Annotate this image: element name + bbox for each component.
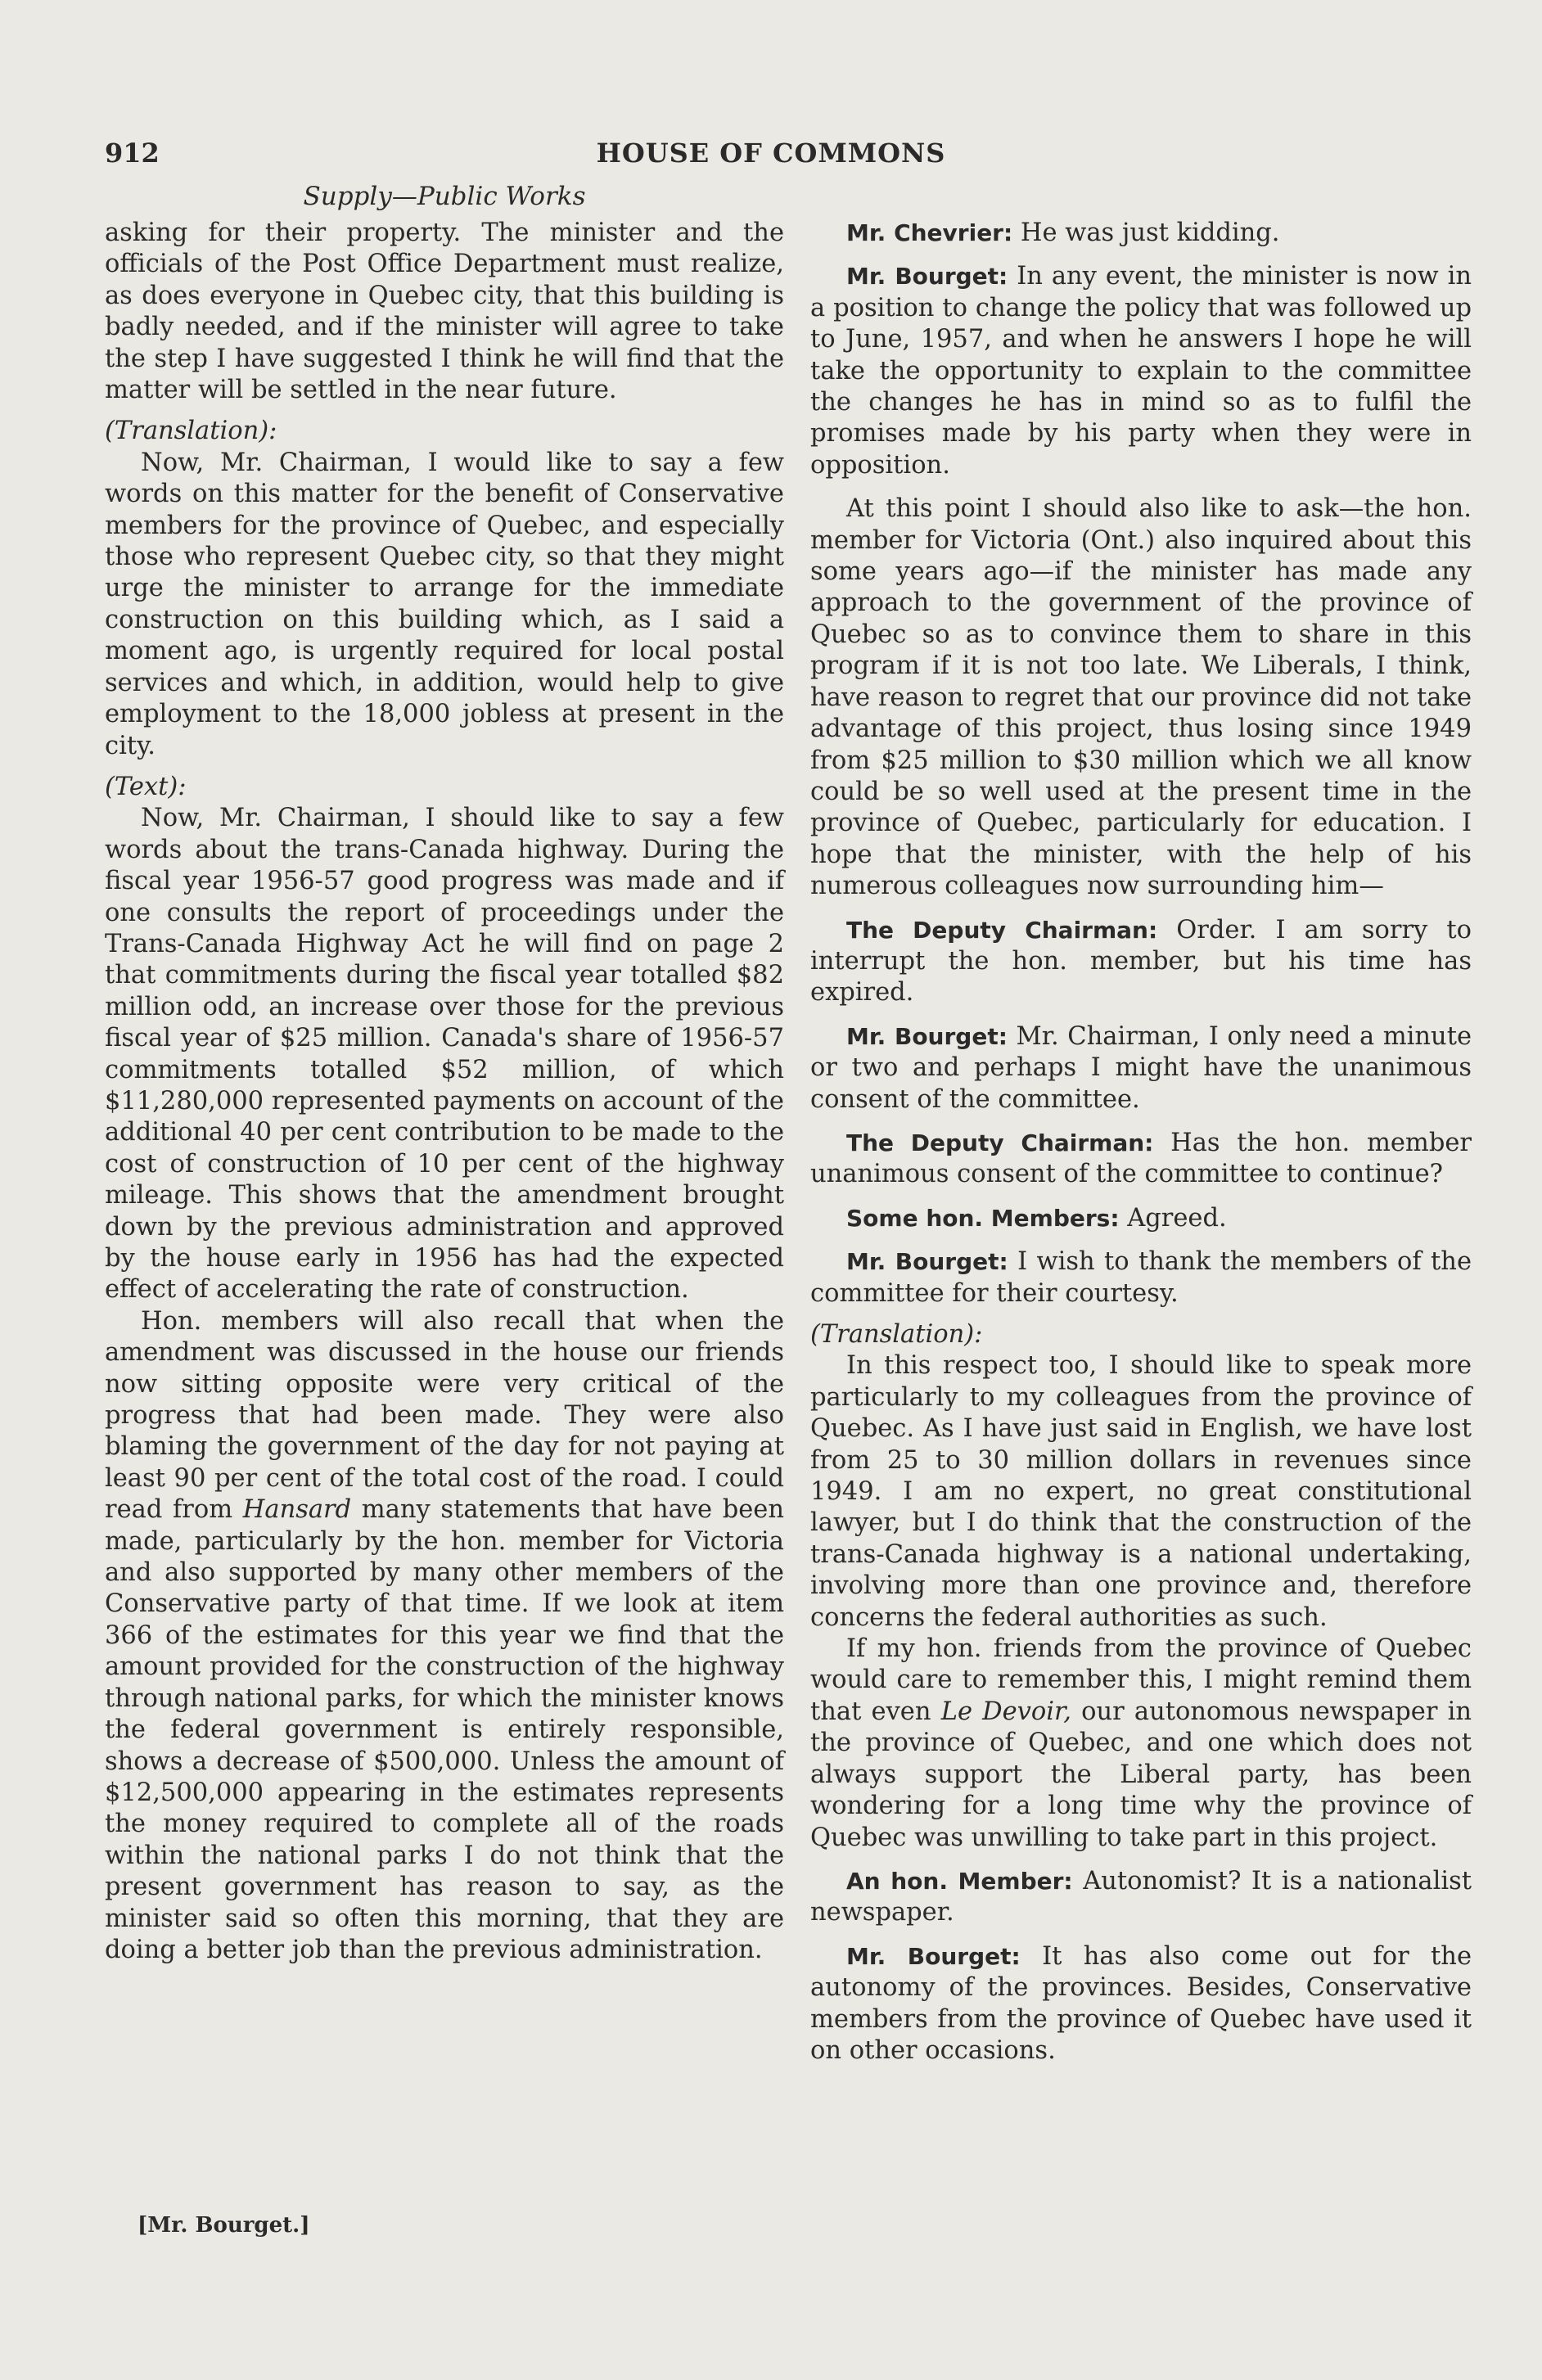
speech bbox=[810, 218, 1472, 249]
paragraph bbox=[105, 1306, 784, 1967]
paragraph: In this respect too, I should like to speak more particularly to my colleagues from the province of Quebec. As I have just said in English, we have lost from 25 to 30 million dollars in revenues since 1949. I am no expert, no great constitutional lawyer, but I do think that the construction of the trans-Canada highway is a national undertaking, involving more than one province and, therefore concerns the federal authorities as such. bbox=[810, 1351, 1472, 1632]
paragraph: Now, Mr. Chairman, I would like to say a few words on this matter for the benefit of Conservative members for the province of Quebec, and especially those who represent Quebec city, so that they might urge the minister to arrange for the immediate construction on this building which, as I said a moment ago, is urgently required for local postal services and which, in addition, would help to give employment to the 18,000 jobless at present in the city. bbox=[105, 448, 784, 760]
speech-text: Mr. Chairman, I only need a minute or two and perhaps I might have the unanimous consent of the committee. bbox=[810, 1021, 1472, 1114]
translation-label: (Translation): bbox=[810, 1320, 983, 1349]
paragraph: asking for their property. The minister and the officials of the Post Office Department must realize, as does everyone in Quebec city, that this building is badly needed, and if the minister will agree to take the step I have suggested I think he will find that the matter will be settled in the near future. bbox=[105, 219, 784, 405]
speaker-name: Mr. Chevrier: bbox=[846, 219, 1013, 246]
paragraph-text: our autonomous newspaper in the province of Quebec, and one which does not always support the Liberal party, has been wondering for a long time why the province of Quebec was unwilling to take part in this project. bbox=[810, 1697, 1472, 1852]
speaker-name: Some hon. Members: bbox=[846, 1204, 1120, 1232]
speech-text: Agreed. bbox=[1119, 1203, 1227, 1233]
speech-text: I wish to thank the members of the committee for their courtesy. bbox=[810, 1247, 1472, 1308]
right-column bbox=[810, 218, 1472, 2067]
le-devoir-reference: Le Devoir, bbox=[940, 1697, 1071, 1726]
speaker-name: An hon. Member: bbox=[846, 1867, 1073, 1895]
speaker-attribution: [Mr. Bourget.] bbox=[138, 2213, 310, 2238]
paragraph-text: many statements that have been made, particularly by the hon. member for Victoria and also supported by many other members of the Conservative party of that time. If we look at item 366 of the estimates for this year we find that the amount provided for the construction of the highway through national parks, for which the minister knows the federal government is entirely responsible, shows a decrease of $500,000. Unless the amount of $12,500,000 appearing in the estimates represents the money required to complete all of the roads within the national parks I do not think that the present government has reason to say, as the minister said so often this morning, that they are doing a better job than the previous administration. bbox=[105, 1495, 784, 1964]
speaker-name: Mr. Bourget: bbox=[846, 1022, 1008, 1050]
speaker-name: Mr. Bourget: bbox=[846, 263, 1008, 291]
speech-text: Order. I am sorry to interrupt the hon. member, but his time has expired. bbox=[810, 915, 1472, 1007]
journal-title: HOUSE OF COMMONS bbox=[596, 137, 946, 169]
paragraph: Now, Mr. Chairman, I should like to say a few words about the trans-Canada highway. During the fiscal year 1956-57 good progress was made and if one consults the report of proceedings under the Trans-Canada Highway Act he will find on page 2 that commitments during the fiscal year totalled $82 million odd, an increase over those for the previous fiscal year of $25 million. Canada's share of 1956-57 commitments totalled $52 million, of which $11,280,000 represented payments on account of the additional 40 per cent contribution to be made to the cost of construction of 10 per cent of the highway mileage. This shows that the amendment brought down by the previous administration and approved by the house early in 1956 has had the expected effect of accelerating the rate of construction. bbox=[105, 804, 784, 1305]
speech bbox=[810, 915, 1472, 1009]
speaker-name: Mr. Bourget: bbox=[846, 1942, 1021, 1970]
hansard-reference: Hansard bbox=[242, 1495, 352, 1525]
speaker-name: Mr. Bourget: bbox=[846, 1248, 1008, 1276]
speech-text: Autonomist? It is a nationalist newspaper. bbox=[810, 1866, 1472, 1927]
subject-heading: Supply—Public Works bbox=[303, 182, 586, 211]
speech-text: It has also come out for the autonomy of the provinces. Besides, Conservative members from the province of Quebec have used it on other occasions. bbox=[810, 1941, 1472, 2065]
speech bbox=[810, 1203, 1472, 1234]
speech bbox=[810, 1128, 1472, 1191]
paragraph-text: If my hon. friends from the province of Quebec would care to remember this, I might remind them that even bbox=[810, 1634, 1472, 1726]
paragraph-text: Hon. members will also recall that when the amendment was discussed in the house our friends now sitting opposite were very critical of the progress that had been made. They were also blaming the government of the day for not paying at least 90 per cent of the total cost of the road. I could read from bbox=[105, 1306, 784, 1525]
text-label: (Text): bbox=[105, 772, 187, 801]
speech-text: In any event, the minister is now in a position to change the policy that was followed up to June, 1957, and when he answers I hope he will take the opportunity to explain to the committee the changes he has in mind so as to fulfil the promises made by his party when they were in opposition. bbox=[810, 262, 1472, 480]
speech bbox=[810, 261, 1472, 481]
translation-label: (Translation): bbox=[105, 417, 277, 446]
paragraph: At this point I should also like to ask—the hon. member for Victoria (Ont.) also inquired about this some years ago—if the minister has made any approach to the government of the province of Quebec so as to convince them to share in this program if it is not too late. We Liberals, I think, have reason to regret that our province did not take advantage of this project, thus losing since 1949 from $25 million to $30 million which we all know could be so well used at the present time in the province of Quebec, particularly for education. I hope that the minister, with the help of his numerous colleagues now surrounding him— bbox=[810, 494, 1472, 901]
speech bbox=[810, 1021, 1472, 1116]
paragraph bbox=[810, 1634, 1472, 1854]
page-header bbox=[0, 137, 1542, 178]
left-column bbox=[105, 218, 784, 1966]
speaker-name: The Deputy Chairman: bbox=[846, 1129, 1154, 1156]
speech-text: He was just kidding. bbox=[1012, 219, 1280, 247]
page-number: 912 bbox=[105, 137, 160, 169]
speech bbox=[810, 1866, 1472, 1929]
speech bbox=[810, 1941, 1472, 2067]
speech bbox=[810, 1246, 1472, 1309]
speech-text: Has the hon. member unanimous consent of the committee to continue? bbox=[810, 1128, 1472, 1189]
speaker-name: The Deputy Chairman: bbox=[846, 916, 1158, 944]
